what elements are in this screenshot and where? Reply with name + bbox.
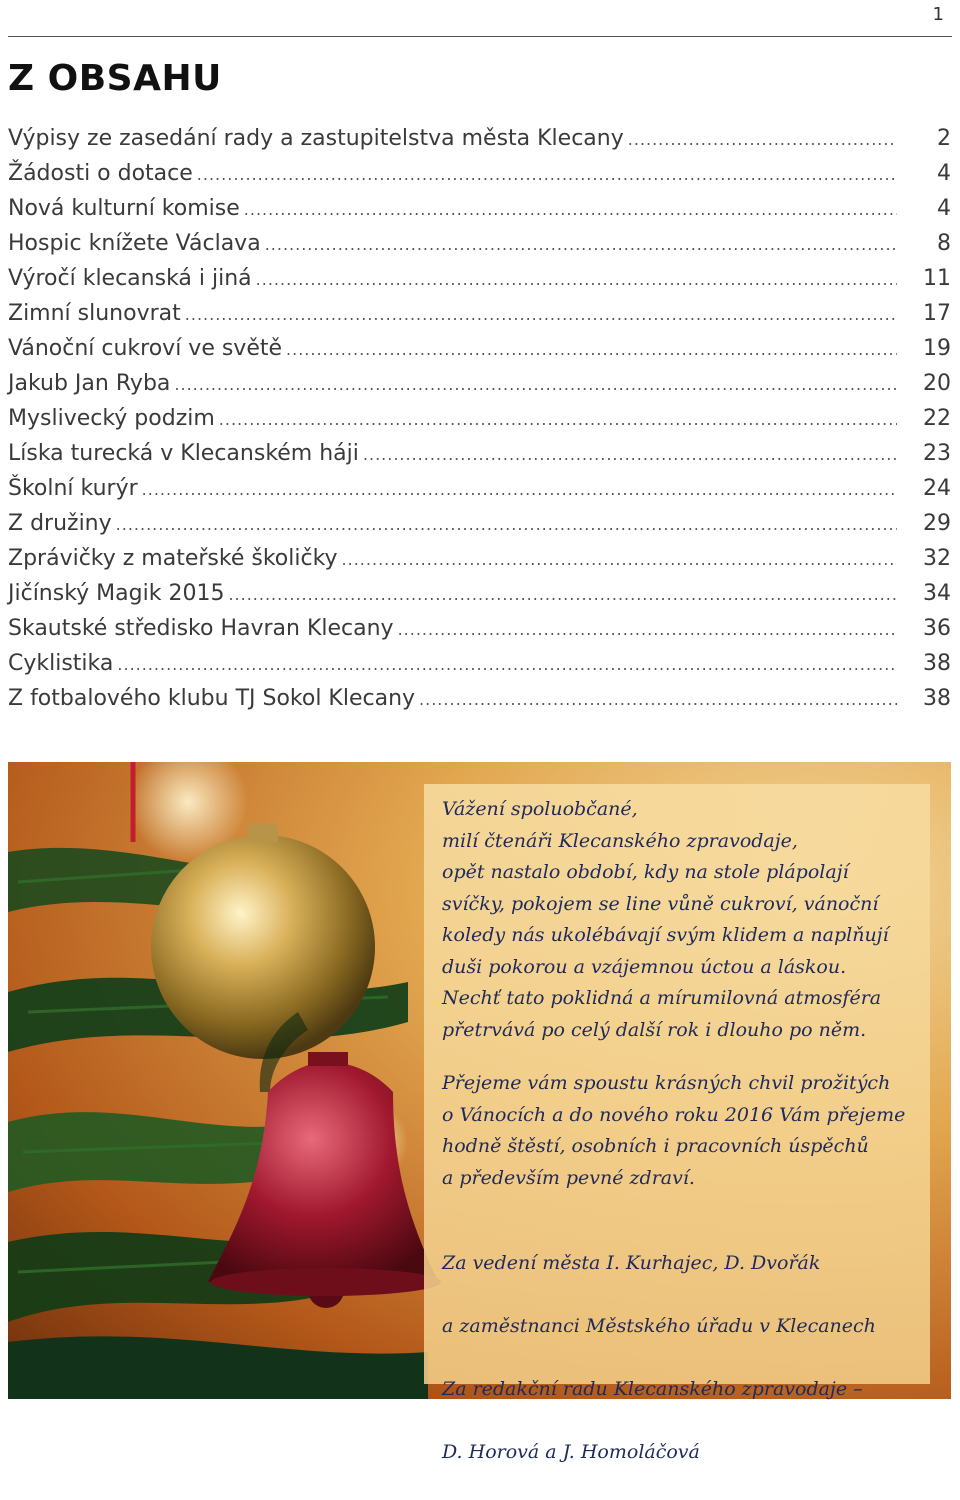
toc-entry[interactable] bbox=[8, 476, 951, 511]
toc-entry-title: Hospic knížete Václava bbox=[8, 231, 261, 256]
toc-entry-title: Vánoční cukroví ve světě bbox=[8, 336, 283, 361]
signature-line: Za vedení města I. Kurhajec, D. Dvořák bbox=[442, 1251, 821, 1274]
toc-leader-dots bbox=[342, 550, 897, 569]
toc-leader-dots bbox=[117, 655, 897, 674]
table-of-contents bbox=[8, 126, 951, 721]
toc-leader-dots bbox=[398, 620, 897, 639]
toc-entry[interactable] bbox=[8, 161, 951, 196]
toc-entry-page: 2 bbox=[937, 126, 951, 151]
toc-entry-page: 38 bbox=[923, 686, 951, 711]
toc-leader-dots bbox=[185, 305, 897, 324]
toc-entry[interactable] bbox=[8, 686, 951, 721]
toc-leader-dots bbox=[142, 480, 897, 499]
toc-entry-page: 36 bbox=[923, 616, 951, 641]
toc-entry-title: Z fotbalového klubu TJ Sokol Klecany bbox=[8, 686, 416, 711]
greeting-paragraph: Vážení spoluobčané, milí čtenáři Klecanského zpravodaje, opět nastalo období, kdy na stole plápolají svíčky, pokojem se line vůně cukroví, vánoční koledy nás ukolébávají svým klidem a naplňují duši pokorou a vzájemnou úctou a láskou. Nechť tato poklidná a mírumilovná atmosféra přetrvává po celý další rok i dlouho po něm. bbox=[442, 798, 889, 1041]
toc-entry[interactable] bbox=[8, 441, 951, 476]
toc-entry-title: Žádosti o dotace bbox=[8, 161, 193, 186]
toc-entry-page: 23 bbox=[923, 441, 951, 466]
signature-line: Za redakční radu Klecanského zpravodaje – bbox=[442, 1377, 863, 1400]
greeting-signature bbox=[442, 1216, 912, 1500]
toc-entry[interactable] bbox=[8, 231, 951, 266]
toc-entry[interactable] bbox=[8, 126, 951, 161]
toc-entry-title: Zprávičky z mateřské školičky bbox=[8, 546, 338, 571]
toc-heading: Z OBSAHU bbox=[8, 58, 222, 99]
toc-entry-page: 34 bbox=[923, 581, 951, 606]
toc-entry-page: 8 bbox=[937, 231, 951, 256]
signature-line: D. Horová a J. Homoláčová bbox=[442, 1440, 700, 1463]
toc-entry-title: Zimní slunovrat bbox=[8, 301, 181, 326]
toc-leader-dots bbox=[363, 445, 897, 464]
toc-entry-title: Skautské středisko Havran Klecany bbox=[8, 616, 394, 641]
toc-leader-dots bbox=[228, 585, 897, 604]
page-number: 1 bbox=[932, 4, 944, 25]
toc-entry-page: 11 bbox=[923, 266, 951, 291]
toc-entry[interactable] bbox=[8, 406, 951, 441]
toc-entry-title: Nová kulturní komise bbox=[8, 196, 240, 221]
toc-entry[interactable] bbox=[8, 546, 951, 581]
toc-leader-dots bbox=[628, 130, 897, 149]
toc-entry[interactable] bbox=[8, 581, 951, 616]
signature-line: a zaměstnanci Městského úřadu v Klecanech bbox=[442, 1314, 876, 1337]
toc-entry-title: Z družiny bbox=[8, 511, 112, 536]
toc-entry-title: Školní kurýr bbox=[8, 476, 138, 501]
toc-entry-title: Myslivecký podzim bbox=[8, 406, 215, 431]
toc-entry[interactable] bbox=[8, 371, 951, 406]
greeting-message bbox=[442, 794, 912, 1500]
toc-entry[interactable] bbox=[8, 651, 951, 686]
toc-leader-dots bbox=[174, 375, 897, 394]
toc-entry-page: 29 bbox=[923, 511, 951, 536]
toc-leader-dots bbox=[265, 235, 897, 254]
toc-entry-page: 32 bbox=[923, 546, 951, 571]
header-rule bbox=[8, 36, 952, 37]
toc-entry[interactable] bbox=[8, 511, 951, 546]
toc-entry[interactable] bbox=[8, 336, 951, 371]
toc-leader-dots bbox=[244, 200, 897, 219]
toc-entry-title: Výpisy ze zasedání rady a zastupitelstva města Klecany bbox=[8, 126, 624, 151]
toc-entry-page: 4 bbox=[937, 161, 951, 186]
toc-entry[interactable] bbox=[8, 301, 951, 336]
toc-leader-dots bbox=[256, 270, 897, 289]
toc-entry-title: Cyklistika bbox=[8, 651, 114, 676]
toc-entry-title: Jakub Jan Ryba bbox=[8, 371, 171, 396]
toc-leader-dots bbox=[286, 340, 897, 359]
toc-leader-dots bbox=[219, 410, 897, 429]
toc-entry-title: Líska turecká v Klecanském háji bbox=[8, 441, 359, 466]
toc-entry-page: 22 bbox=[923, 406, 951, 431]
toc-entry-page: 19 bbox=[923, 336, 951, 361]
toc-entry-page: 24 bbox=[923, 476, 951, 501]
toc-entry[interactable] bbox=[8, 616, 951, 651]
toc-entry-page: 20 bbox=[923, 371, 951, 396]
toc-entry-page: 4 bbox=[937, 196, 951, 221]
greeting-paragraph: Přejeme vám spoustu krásných chvil prožitých o Vánocích a do nového roku 2016 Vám přejeme hodně štěstí, osobních i pracovních úspěchů a především pevné zdraví. bbox=[442, 1072, 906, 1189]
toc-entry[interactable] bbox=[8, 196, 951, 231]
toc-leader-dots bbox=[197, 165, 897, 184]
toc-leader-dots bbox=[116, 515, 897, 534]
toc-entry-title: Jičínský Magik 2015 bbox=[8, 581, 225, 606]
toc-entry-page: 38 bbox=[923, 651, 951, 676]
toc-entry-title: Výročí klecanská i jiná bbox=[8, 266, 252, 291]
toc-leader-dots bbox=[419, 690, 897, 709]
toc-entry[interactable] bbox=[8, 266, 951, 301]
toc-entry-page: 17 bbox=[923, 301, 951, 326]
